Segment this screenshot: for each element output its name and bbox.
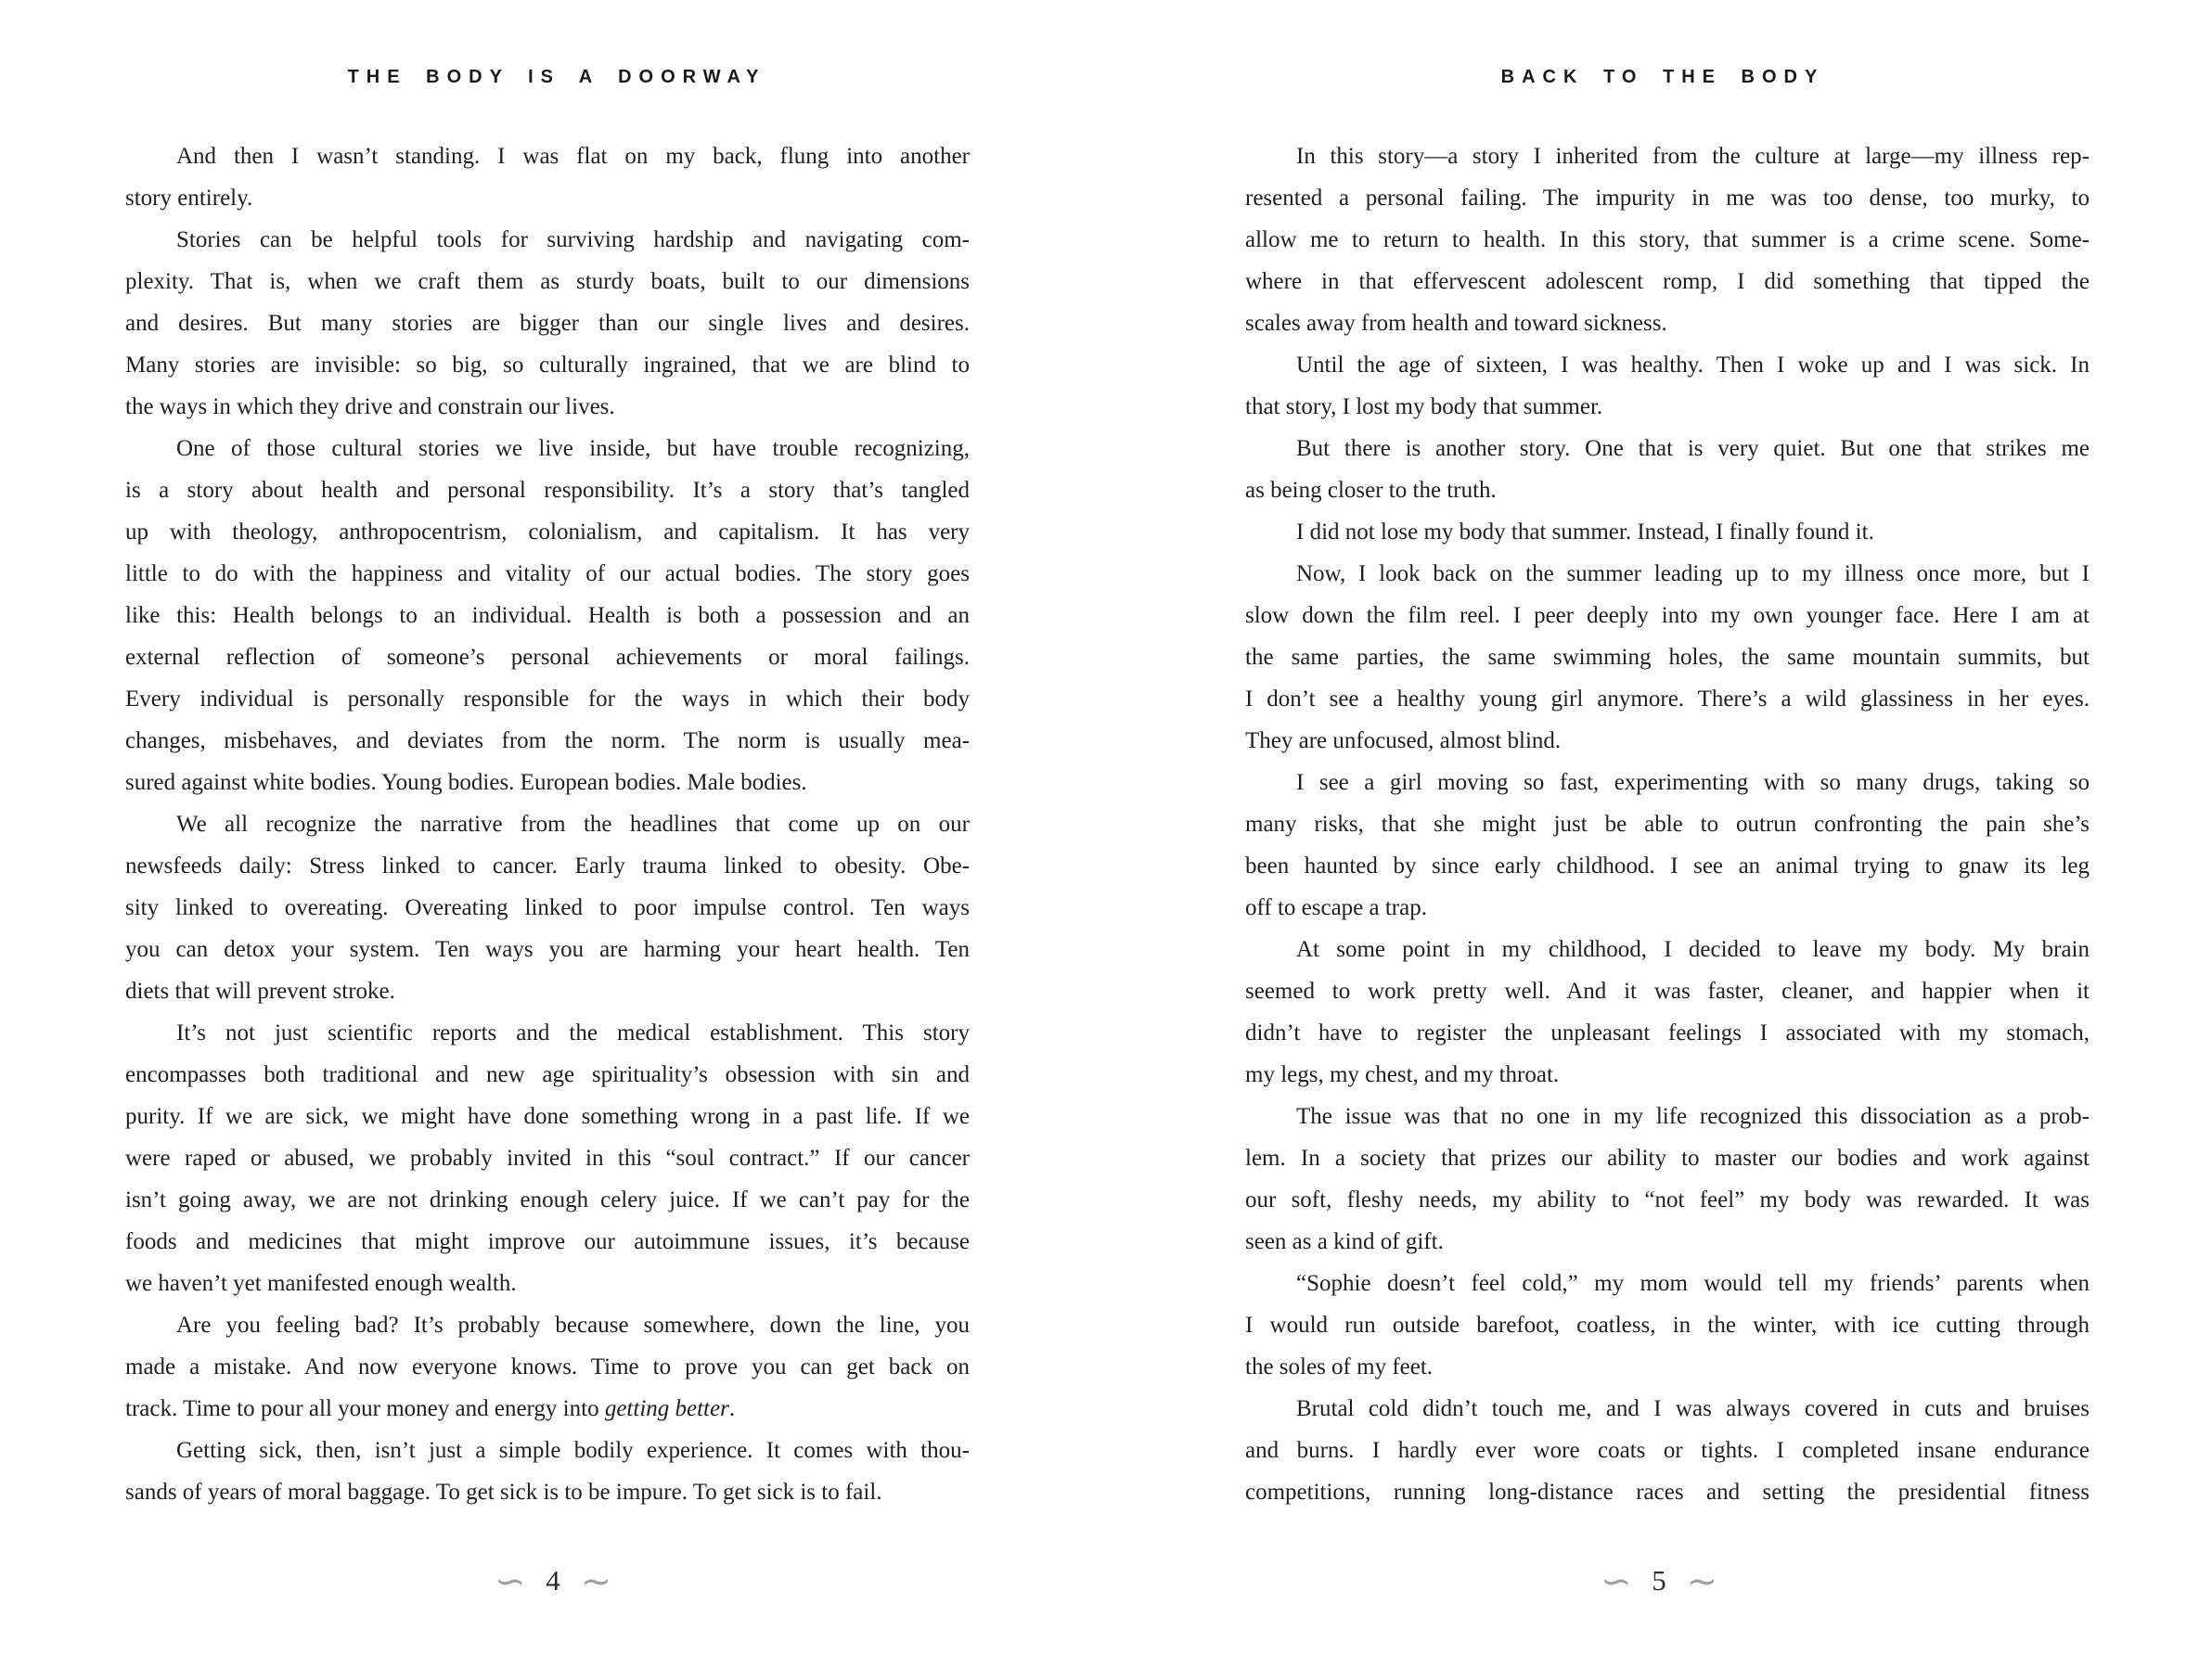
- right-page-footer: [1106, 1557, 2212, 1603]
- text-line: I see a girl moving so fast, experimenting with so many drugs, taking so: [1296, 770, 2090, 795]
- text-line: foods and medicines that might improve our autoimmune issues, it’s because: [125, 1229, 970, 1254]
- text-line: Every individual is personally responsible for the ways in which their body: [125, 686, 970, 712]
- text-line: Now, I look back on the summer leading up to my illness once more, but I: [1296, 561, 2090, 586]
- left-page-number: 4: [546, 1563, 560, 1597]
- text-line: In this story—a story I inherited from the culture at large—my illness rep-: [1296, 144, 2090, 169]
- text-line: as being closer to the truth.: [1245, 478, 1497, 503]
- text-line: we haven’t yet manifested enough wealth.: [125, 1271, 517, 1296]
- text-line: were raped or abused, we probably invited in this “soul contract.” If our cancer: [125, 1146, 970, 1171]
- text-line: external reflection of someone’s personal achievements or moral failings.: [125, 645, 970, 670]
- text-line: allow me to return to health. In this story, that summer is a crime scene. Some-: [1245, 227, 2090, 252]
- text-line: story entirely.: [125, 186, 253, 211]
- left-text-block: [125, 135, 970, 1513]
- text-line: sands of years of moral baggage. To get sick is to be impure. To get sick is to fail.: [125, 1480, 882, 1505]
- footer-swash-right-icon: ∼: [1686, 1560, 1718, 1603]
- text-line: and burns. I hardly ever wore coats or tights. I completed insane endurance: [1245, 1438, 2090, 1463]
- text-line: Brutal cold didn’t touch me, and I was always covered in cuts and bruises: [1296, 1396, 2090, 1421]
- text-line: We all recognize the narrative from the headlines that come up on our: [176, 812, 970, 837]
- text-line: plexity. That is, when we craft them as sturdy boats, built to our dimensions: [125, 269, 970, 294]
- text-line: encompasses both traditional and new age spirituality’s obsession with sin and: [125, 1062, 970, 1087]
- text-line: resented a personal failing. The impurity in me was too dense, too murky, to: [1245, 186, 2090, 211]
- text-line: And then I wasn’t standing. I was flat on my back, flung into another: [176, 144, 970, 169]
- text-line: It’s not just scientific reports and the medical establishment. This story: [176, 1020, 970, 1046]
- text-line: I don’t see a healthy young girl anymore. There’s a wild glassiness in her eyes.: [1245, 686, 2090, 712]
- text-line: purity. If we are sick, we might have done something wrong in a past life. If we: [125, 1104, 970, 1129]
- text-line: newsfeeds daily: Stress linked to cancer. Early trauma linked to obesity. Obe-: [125, 853, 970, 879]
- text-line: Many stories are invisible: so big, so culturally ingrained, that we are blind to: [125, 353, 970, 378]
- text-line: little to do with the happiness and vitality of our actual bodies. The story goes: [125, 561, 970, 586]
- text-line: At some point in my childhood, I decided to leave my body. My brain: [1296, 937, 2090, 962]
- text-line: the soles of my feet.: [1245, 1354, 1434, 1379]
- right-page-number: 5: [1652, 1563, 1666, 1597]
- text-line: The issue was that no one in my life recognized this dissociation as a prob-: [1296, 1104, 2090, 1129]
- text-line: many risks, that she might just be able to outrun confronting the pain she’s: [1245, 812, 2090, 837]
- text-line: Are you feeling bad? It’s probably because somewhere, down the line, you: [176, 1313, 970, 1338]
- text-line: One of those cultural stories we live inside, but have trouble recognizing,: [176, 436, 970, 461]
- right-text-block: [1245, 135, 2090, 1513]
- footer-swash-left-icon: ∼: [494, 1560, 526, 1603]
- right-running-head: BACK TO THE BODY: [1500, 67, 1825, 87]
- text-line: up with theology, anthropocentrism, colonialism, and capitalism. It has very: [125, 520, 970, 545]
- text-line: They are unfocused, almost blind.: [1245, 728, 1562, 753]
- text-line: Until the age of sixteen, I was healthy. Then I woke up and I was sick. In: [1296, 353, 2090, 378]
- text-line: seemed to work pretty well. And it was faster, cleaner, and happier when it: [1245, 979, 2090, 1004]
- text-line: Stories can be helpful tools for surviving hardship and navigating com-: [176, 227, 970, 252]
- left-page-footer: [0, 1557, 1106, 1603]
- text-line: our soft, fleshy needs, my ability to “not feel” my body was rewarded. It was: [1245, 1187, 2090, 1212]
- text-line: Getting sick, then, isn’t just a simple bodily experience. It comes with thou-: [176, 1438, 970, 1463]
- text-line: “Sophie doesn’t feel cold,” my mom would tell my friends’ parents when: [1296, 1271, 2090, 1296]
- text-line: lem. In a society that prizes our ability to master our bodies and work against: [1245, 1146, 2090, 1171]
- text-line: and desires. But many stories are bigger than our single lives and desires.: [125, 311, 970, 336]
- text-line: my legs, my chest, and my throat.: [1245, 1062, 1560, 1087]
- text-line: like this: Health belongs to an individual. Health is both a possession and an: [125, 603, 970, 628]
- text-line: I did not lose my body that summer. Instead, I finally found it.: [1296, 520, 1874, 545]
- text-line: diets that will prevent stroke.: [125, 979, 395, 1004]
- text-line: I would run outside barefoot, coatless, in the winter, with ice cutting through: [1245, 1313, 2090, 1338]
- left-running-head: THE BODY IS A DOORWAY: [347, 67, 766, 87]
- text-line: sured against white bodies. Young bodies. European bodies. Male bodies.: [125, 770, 807, 795]
- text-line: changes, misbehaves, and deviates from the norm. The norm is usually mea-: [125, 728, 970, 753]
- text-line: track. Time to pour all your money and energy into getting better.: [125, 1396, 736, 1421]
- text-line: slow down the film reel. I peer deeply into my own younger face. Here I am at: [1245, 603, 2090, 628]
- text-line: you can detox your system. Ten ways you are harming your heart health. Ten: [125, 937, 970, 962]
- text-line: didn’t have to register the unpleasant feelings I associated with my stomach,: [1245, 1020, 2090, 1046]
- text-line: is a story about health and personal responsibility. It’s a story that’s tangled: [125, 478, 970, 503]
- text-line: competitions, running long-distance races and setting the presidential fitness: [1245, 1480, 2090, 1505]
- footer-swash-right-icon: ∼: [580, 1560, 612, 1603]
- text-line: the same parties, the same swimming holes, the same mountain summits, but: [1245, 645, 2090, 670]
- text-line: been haunted by since early childhood. I see an animal trying to gnaw its leg: [1245, 853, 2090, 879]
- text-line: scales away from health and toward sickness.: [1245, 311, 1667, 336]
- right-page: [1106, 0, 2212, 1655]
- text-line: made a mistake. And now everyone knows. Time to prove you can get back on: [125, 1354, 970, 1379]
- text-line: isn’t going away, we are not drinking enough celery juice. If we can’t pay for the: [125, 1187, 970, 1212]
- text-line: sity linked to overeating. Overeating linked to poor impulse control. Ten ways: [125, 895, 970, 920]
- text-line: where in that effervescent adolescent romp, I did something that tipped the: [1245, 269, 2090, 294]
- text-line: off to escape a trap.: [1245, 895, 1427, 920]
- text-line: But there is another story. One that is very quiet. But one that strikes me: [1296, 436, 2090, 461]
- footer-swash-left-icon: ∼: [1600, 1560, 1632, 1603]
- text-line: the ways in which they drive and constrain our lives.: [125, 394, 615, 419]
- text-line: seen as a kind of gift.: [1245, 1229, 1444, 1254]
- text-line: that story, I lost my body that summer.: [1245, 394, 1603, 419]
